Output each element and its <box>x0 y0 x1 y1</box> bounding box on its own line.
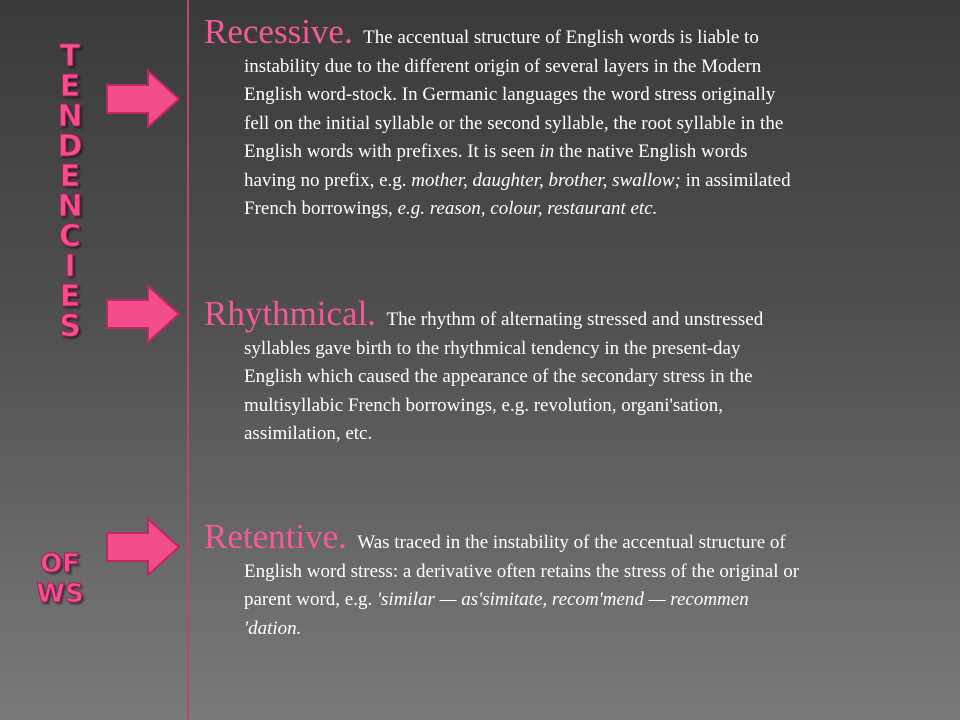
tendency-recessive <box>204 14 940 224</box>
body-line <box>244 110 940 139</box>
subtitle-of-ws <box>20 549 100 609</box>
italic-example-text: e.g. reason, colour, restaurant etc. <box>397 198 658 219</box>
subtitle-line: WS <box>36 579 84 609</box>
body-line <box>244 81 940 110</box>
tendency-retentive <box>204 519 940 643</box>
body-text: syllables gave birth to the rhythmical tendency in the present-day <box>244 337 741 359</box>
item-heading: Recessive. <box>204 12 353 51</box>
body-text: multisyllabic French borrowings, e.g. revolution, organi'sation, <box>244 394 724 416</box>
italic-example-text: mother, daughter, brother, swallow; <box>411 169 681 191</box>
title-letter: N <box>57 189 83 224</box>
item-first-line <box>204 519 940 558</box>
arrow-right-icon <box>104 68 182 130</box>
arrow-right-icon <box>104 516 182 578</box>
arrow-right-icon <box>104 283 182 345</box>
body-text: assimilation, etc. <box>244 423 373 444</box>
body-text: English word stress: a derivative often retains the stress of the original or <box>244 560 800 582</box>
body-text: French borrowings, <box>244 198 398 219</box>
subtitle-line: OF <box>40 549 80 579</box>
body-text: having no prefix, e.g. <box>244 169 412 191</box>
body-line <box>244 420 940 449</box>
italic-example-text: 'similar — as'simitate, recom'mend — recommen <box>376 589 749 610</box>
body-text: English words with prefixes. It is seen <box>244 141 540 162</box>
body-line <box>244 586 940 615</box>
vertical-divider <box>187 0 189 720</box>
item-body <box>204 558 940 644</box>
title-letter: I <box>64 249 76 284</box>
body-text: fell on the initial syllable or the second syllable, the root syllable in the <box>244 112 784 134</box>
title-letter: D <box>57 129 83 164</box>
body-line <box>244 558 940 587</box>
title-letter: T <box>59 39 81 74</box>
item-first-line <box>204 14 940 53</box>
italic-example-text: 'dation. <box>244 617 302 639</box>
body-text: instability due to the different origin of several layers in the Modern <box>244 55 762 77</box>
item-body <box>204 335 940 449</box>
body-text: the native English words <box>554 141 748 162</box>
body-line <box>244 167 940 196</box>
item-heading: Retentive. <box>204 517 347 556</box>
body-line <box>244 53 940 82</box>
body-line <box>244 195 940 224</box>
title-letter: N <box>57 99 83 134</box>
item-first-line-text: The accentual structure of English words is liable to <box>363 27 759 48</box>
title-letter: E <box>59 159 81 194</box>
body-text: parent word, e.g. <box>244 589 377 610</box>
body-text: English which caused the appearance of the secondary stress in the <box>244 366 753 387</box>
body-line <box>244 335 940 364</box>
body-line <box>244 363 940 392</box>
title-letter: C <box>58 219 82 254</box>
italic-example-text: in <box>539 141 555 162</box>
body-text: in assimilated <box>680 169 791 191</box>
title-letter: E <box>59 279 81 314</box>
body-line <box>244 138 940 167</box>
item-body <box>204 53 940 224</box>
title-letter: E <box>59 69 81 104</box>
body-line <box>244 392 940 421</box>
item-heading: Rhythmical. <box>204 294 377 333</box>
body-line <box>244 615 940 644</box>
item-first-line <box>204 296 940 335</box>
item-first-line-text: Was traced in the instability of the accentual structure of <box>357 532 786 553</box>
title-letter: S <box>59 309 81 344</box>
tendency-rhythmical <box>204 296 940 449</box>
body-text: English word-stock. In Germanic languages the word stress originally <box>244 84 776 105</box>
item-first-line-text: The rhythm of alternating stressed and unstressed <box>386 309 764 330</box>
